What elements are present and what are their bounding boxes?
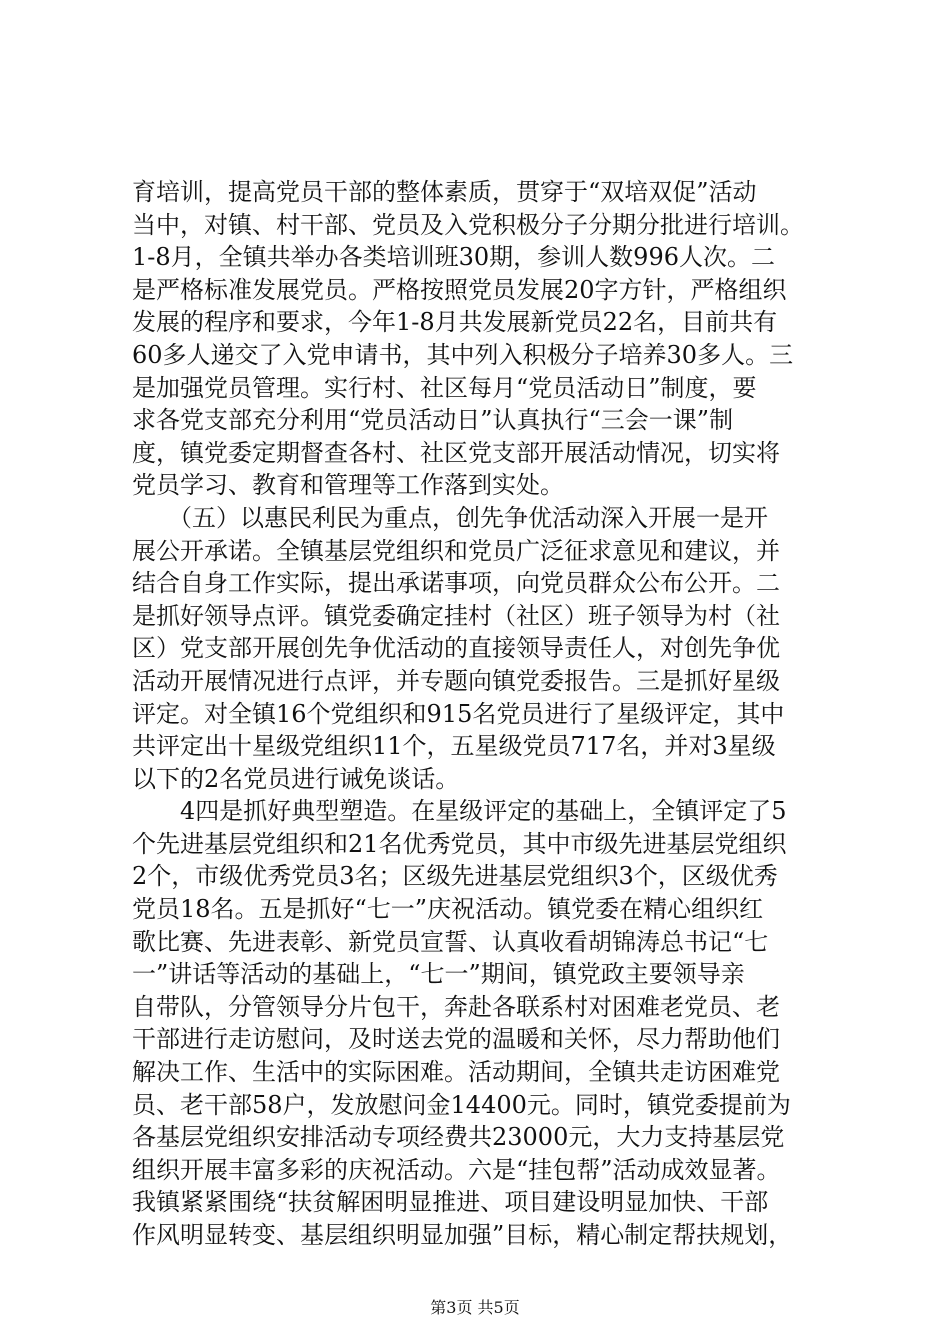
text-line: 干部进行走访慰问，及时送去党的温暖和关怀，尽力帮助他们	[132, 1025, 780, 1054]
text-line: 个先进基层党组织和21名优秀党员，其中市级先进基层党组织	[132, 829, 787, 858]
text-line: 度，镇党委定期督查各村、社区党支部开展活动情况，切实将	[132, 438, 780, 467]
text-line: 4四是抓好典型塑造。在星级评定的基础上，全镇评定了5	[132, 797, 787, 826]
text-line: 党员18名。五是抓好“七一”庆祝活动。镇党委在精心组织红	[132, 895, 764, 924]
body-text	[132, 176, 832, 1252]
text-line: 区）党支部开展创先争优活动的直接领导责任人，对创先争优	[132, 634, 780, 663]
text-line: 员、老干部58户，发放慰问金14400元。同时，镇党委提前为	[132, 1090, 791, 1119]
text-line: 以下的2名党员进行诫免谈话。	[132, 764, 460, 793]
text-line: 育培训，提高党员干部的整体素质，贯穿于“双培双促”活动	[132, 178, 757, 206]
text-line: 是抓好领导点评。镇党委确定挂村（社区）班子领导为村（社	[132, 601, 780, 630]
page-footer: 第3页 共5页	[430, 1298, 520, 1317]
text-line: 党员学习、教育和管理等工作落到实处。	[132, 471, 564, 500]
text-line: 自带队，分管领导分片包干，奔赴各联系村对困难老党员、老	[132, 992, 780, 1021]
text-line: 作风明显转变、基层组织明显加强”目标，精心制定帮扶规划，	[132, 1221, 793, 1249]
text-line: 活动开展情况进行点评，并专题向镇党委报告。三是抓好星级	[132, 666, 780, 695]
text-line: 评定。对全镇16个党组织和915名党员进行了星级评定，其中	[132, 699, 785, 728]
text-line: 组织开展丰富多彩的庆祝活动。六是“挂包帮”活动成效显著。	[132, 1155, 781, 1184]
text-line: 结合自身工作实际，提出承诺事项，向党员群众公布公开。二	[132, 569, 780, 598]
text-line: （五）以惠民利民为重点，创先争优活动深入开展一是开	[132, 503, 768, 532]
text-line: 2个，市级优秀党员3名；区级先进基层党组织3个，区级优秀	[132, 862, 778, 891]
text-line: 解决工作、生活中的实际困难。活动期间，全镇共走访困难党	[132, 1058, 780, 1087]
text-line: 发展的程序和要求，今年1-8月共发展新党员22名，目前共有	[132, 308, 778, 337]
text-line: 60多人递交了入党申请书，其中列入积极分子培养30多人。三	[132, 340, 794, 369]
text-line: 求各党支部充分利用“党员活动日”认真执行“三会一课”制	[132, 406, 734, 435]
text-line: 我镇紧紧围绕“扶贫解困明显推进、项目建设明显加快、干部	[132, 1188, 769, 1217]
text-line: 是严格标准发展党员。严格按照党员发展20字方针，严格组织	[132, 275, 787, 304]
text-line: 一”讲话等活动的基础上，“七一”期间，镇党政主要领导亲	[132, 960, 745, 989]
text-line: 是加强党员管理。实行村、社区每月“党员活动日”制度，要	[132, 373, 757, 402]
text-line: 共评定出十星级党组织11个，五星级党员717名，并对3星级	[132, 732, 776, 761]
text-line: 展公开承诺。全镇基层党组织和党员广泛征求意见和建议，并	[132, 536, 780, 565]
text-line: 当中，对镇、村干部、党员及入党积极分子分期分批进行培训。	[132, 210, 804, 239]
text-line: 各基层党组织安排活动专项经费共23000元，大力支持基层党	[132, 1123, 785, 1152]
text-line: 歌比赛、先进表彰、新党员宣誓、认真收看胡锦涛总书记“七	[132, 927, 769, 956]
text-line: 1-8月，全镇共举办各类培训班30期，参训人数996人次。二	[132, 243, 775, 272]
